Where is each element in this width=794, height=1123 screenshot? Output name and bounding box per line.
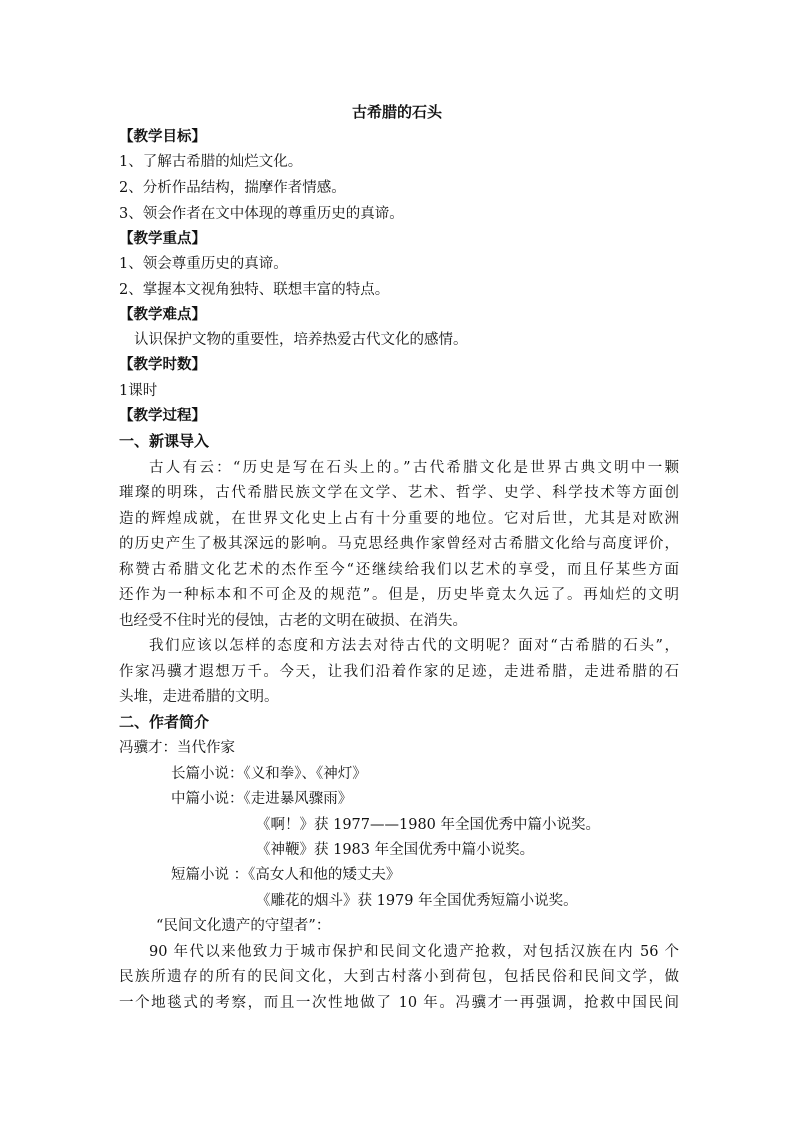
paragraph-line: 称赞古希腊文化艺术的杰作至今“还继续给我们以艺术的享受，而且仔某些方面 bbox=[119, 562, 679, 578]
focus-heading: 【教学重点】 bbox=[119, 230, 206, 247]
paragraph-line: 璀璨的明珠，古代希腊民族文学在文学、艺术、哲学、史学、科学技术等方面创 bbox=[119, 485, 679, 501]
difficulty-heading: 【教学难点】 bbox=[119, 306, 206, 323]
works-line: 《神鞭》获 1983 年全国优秀中篇小说奖。 bbox=[256, 842, 535, 858]
paragraph-line: 造的辉煌成就，在世界文化史上占有十分重要的地位。它对后世，尤其是对欧洲 bbox=[119, 511, 679, 527]
paragraph-line: 作家冯骥才遐想万千。今天，让我们沿着作家的足迹，走进希腊，走进希腊的石 bbox=[119, 664, 679, 680]
goals-heading: 【教学目标】 bbox=[119, 128, 206, 145]
focus-item: 1、领会尊重历史的真谛。 bbox=[119, 256, 288, 272]
document-title: 古希腊的石头 bbox=[351, 103, 442, 121]
paragraph-line: 民族所遗存的所有的民间文化，大到古村落小到荷包，包括民俗和民间文学，做 bbox=[119, 969, 679, 985]
paragraph-line: 还作为一种标本和不可企及的规范”。但是，历史毕竟太久远了。再灿烂的文明 bbox=[119, 587, 679, 603]
works-line: 中篇小说：《走进暴风骤雨》 bbox=[171, 791, 353, 807]
paragraph-line: 头堆，走进希腊的文明。 bbox=[119, 689, 279, 705]
author-line: 冯骥才：当代作家 bbox=[119, 740, 235, 756]
difficulty-text: 认识保护文物的重要性，培养热爱古代文化的感情。 bbox=[134, 332, 468, 348]
paragraph-line: 也经受不住时光的侵蚀，古老的文明在破损、在消失。 bbox=[119, 613, 467, 629]
goal-item: 1、了解古希腊的灿烂文化。 bbox=[119, 154, 303, 170]
works-line: 长篇小说：《义和拳》、《神灯》 bbox=[171, 766, 367, 782]
goal-item: 2、分析作品结构，揣摩作者情感。 bbox=[119, 180, 346, 196]
hours-text: 1课时 bbox=[119, 383, 158, 399]
works-line: 短篇小说 ：《高女人和他的矮丈夫》 bbox=[171, 867, 401, 883]
paragraph-line: 古人有云：“历史是写在石头上的。”古代希腊文化是世界古典文明中一颗 bbox=[149, 460, 679, 476]
paragraph-line: 一个地毯式的考察，而且一次性地做了 10 年。冯骥才一再强调，抢救中国民间 bbox=[119, 995, 679, 1011]
hours-heading: 【教学时数】 bbox=[119, 356, 206, 373]
focus-item: 2、掌握本文视角独特、联想丰富的特点。 bbox=[119, 282, 390, 298]
works-line: 《啊！》获 1977——1980 年全国优秀中篇小说奖。 bbox=[256, 817, 601, 833]
goal-item: 3、领会作者在文中体现的尊重历史的真谛。 bbox=[119, 206, 404, 222]
process-heading: 【教学过程】 bbox=[119, 407, 206, 424]
paragraph-line: 的历史产生了极其深远的影响。马克思经典作家曾经对古希腊文化给与高度评价， bbox=[119, 536, 679, 552]
section-author-heading: 二、作者简介 bbox=[119, 713, 210, 731]
works-line: 《雕花的烟斗》获 1979 年全国优秀短篇小说奖。 bbox=[256, 893, 578, 909]
guardian-line: “民间文化遗产的守望者”： bbox=[156, 918, 331, 934]
paragraph-line: 我们应该以怎样的态度和方法去对待古代的文明呢？面对“古希腊的石头”， bbox=[149, 638, 679, 654]
paragraph-line: 90 年代以来他致力于城市保护和民间文化遗产抢救，对包括汉族在内 56 个 bbox=[149, 944, 679, 960]
section-intro-heading: 一、新课导入 bbox=[119, 432, 210, 450]
